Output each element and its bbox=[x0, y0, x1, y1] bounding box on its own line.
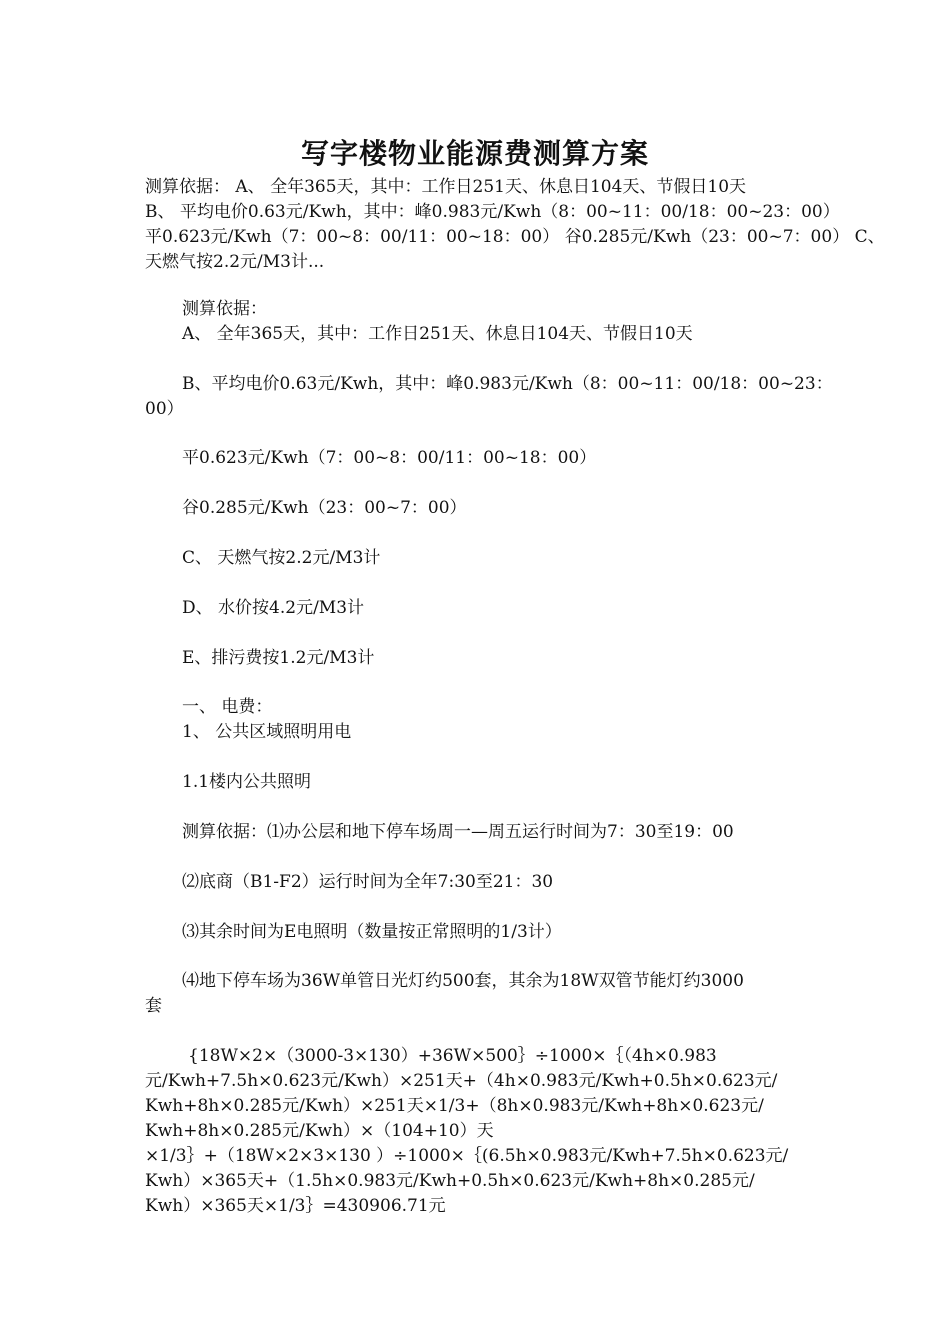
summary-line: B、 平均电价0.63元/Kwh，其中：峰0.983元/Kwh（8：00~11：00/18：00~23：00） bbox=[145, 202, 840, 222]
section-heading: 一、 电费： bbox=[182, 697, 273, 717]
summary-line: 测算依据： A、 全年365天，其中：工作日251天、休息日104天、节假日10天 bbox=[145, 177, 747, 197]
document-title: 写字楼物业能源费测算方案 bbox=[300, 137, 649, 170]
basis-item-b-continued: 00） bbox=[145, 399, 184, 419]
formula-line: Kwh）×365天+（1.5h×0.983元/Kwh+0.5h×0.623元/Kwh+8h×0.285元/ bbox=[145, 1171, 755, 1191]
calc-basis-item: ⑵底商（B1-F2）运行时间为全年7:30至21：30 bbox=[182, 872, 554, 892]
basis-item-d: D、 水价按4.2元/M3计 bbox=[182, 598, 365, 618]
basis-item-a: A、 全年365天，其中：工作日251天、休息日104天、节假日10天 bbox=[182, 324, 693, 344]
calc-basis-item: ⑶其余时间为E电照明（数量按正常照明的1/3计） bbox=[182, 922, 562, 942]
basis-item-b: B、平均电价0.63元/Kwh，其中：峰0.983元/Kwh（8：00~11：00/18：00~23： bbox=[182, 374, 833, 394]
subsection-heading: 1、 公共区域照明用电 bbox=[182, 722, 352, 742]
basis-item-c: C、 天燃气按2.2元/M3计 bbox=[182, 548, 381, 568]
basis-heading: 测算依据： bbox=[182, 299, 267, 319]
formula-line: {18W×2×（3000-3×130）+36W×500｝÷1000×｛（4h×0.983 bbox=[188, 1046, 717, 1066]
basis-valley-rate: 谷0.285元/Kwh（23：00~7：00） bbox=[182, 498, 467, 518]
calc-basis-item: 测算依据：⑴办公层和地下停车场周一—周五运行时间为7：30至19：00 bbox=[182, 822, 734, 842]
summary-line: 天燃气按2.2元/M3计... bbox=[145, 252, 325, 272]
formula-line: Kwh+8h×0.285元/Kwh）×251天×1/3+（8h×0.983元/Kwh+8h×0.623元/ bbox=[145, 1096, 764, 1116]
summary-line: 平0.623元/Kwh（7：00~8：00/11：00~18：00） 谷0.285元/Kwh（23：00~7：00） C、 bbox=[145, 227, 885, 247]
formula-line: ×1/3｝+（18W×2×3×130 ）÷1000×｛(6.5h×0.983元/Kwh+7.5h×0.623元/ bbox=[145, 1146, 789, 1166]
subsection-heading: 1.1楼内公共照明 bbox=[182, 772, 312, 792]
formula-line: Kwh）×365天×1/3｝=430906.71元 bbox=[145, 1196, 446, 1216]
calc-basis-item-continued: 套 bbox=[145, 996, 162, 1016]
formula-line: Kwh+8h×0.285元/Kwh）×（104+10）天 bbox=[145, 1121, 494, 1141]
calc-basis-item: ⑷地下停车场为36W单管日光灯约500套，其余为18W双管节能灯约3000 bbox=[182, 971, 744, 991]
formula-line: 元/Kwh+7.5h×0.623元/Kwh）×251天+（4h×0.983元/Kwh+0.5h×0.623元/ bbox=[145, 1071, 778, 1091]
basis-item-e: E、排污费按1.2元/M3计 bbox=[182, 648, 375, 668]
basis-flat-rate: 平0.623元/Kwh（7：00~8：00/11：00~18：00） bbox=[182, 448, 597, 468]
